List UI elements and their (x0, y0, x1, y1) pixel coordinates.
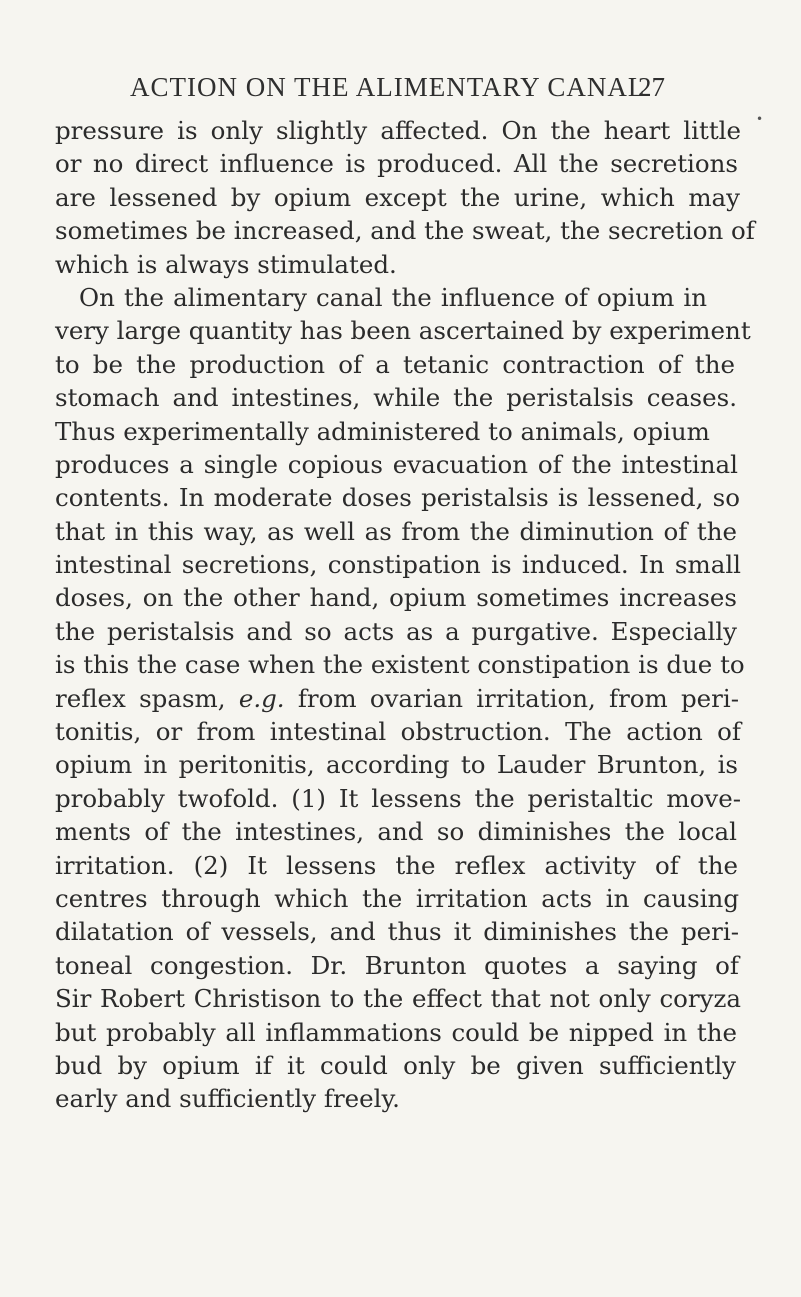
text-line: doses, on the other hand, opium sometimes increases (55, 583, 737, 613)
text-line: ments of the intestines, and so diminishes the local (55, 817, 737, 847)
margin-mark: • (756, 112, 764, 126)
text-line: stomach and intestines, while the peristalsis ceases. (55, 383, 737, 413)
text-line: are lessened by opium except the urine, which may (55, 182, 740, 212)
body-text (55, 114, 795, 1116)
running-head: ACTION ON THE ALIMENTARY CANAL (130, 72, 646, 102)
text-line: probably twofold. (1) It lessens the peristaltic move- (55, 783, 741, 813)
text-line: which is always stimulated. (55, 249, 397, 279)
page-number: 27 (638, 72, 665, 102)
text-line: On the alimentary canal the influence of opium in (79, 282, 707, 312)
text-line: or no direct influence is produced. All the secretions (55, 149, 738, 179)
text-line: toneal congestion. Dr. Brunton quotes a saying of (55, 950, 739, 980)
text-line: irritation. (2) It lessens the reflex activity of the (55, 850, 738, 880)
text-line: Thus experimentally administered to animals, opium (55, 416, 710, 446)
text-line: intestinal secretions, constipation is induced. In small (55, 550, 741, 580)
abbreviation: e.g. (238, 683, 285, 713)
text-line: centres through which the irritation acts in causing (55, 883, 739, 913)
text-line: tonitis, or from intestinal obstruction. The action of (55, 717, 741, 747)
text-line: sometimes be increased, and the sweat, the secretion of (55, 216, 755, 246)
text-line: dilatation of vessels, and thus it diminishes the peri- (55, 917, 739, 947)
text-line: is this the case when the existent constipation is due to (55, 650, 745, 680)
text-line: to be the production of a tetanic contraction of the (55, 349, 735, 379)
text-line: very large quantity has been ascertained by experiment (55, 316, 751, 346)
text-line: bud by opium if it could only be given sufficiently (55, 1050, 736, 1080)
text-line: early and sufficiently freely. (55, 1084, 400, 1114)
text-line: pressure is only slightly affected. On the heart little (55, 116, 741, 145)
text-line: contents. In moderate doses peristalsis is lessened, so (55, 483, 740, 513)
text-line: produces a single copious evacuation of the intestinal (55, 449, 738, 479)
text-span: from ovarian irritation, from peri- (297, 683, 740, 713)
text-line: opium in peritonitis, according to Lauder Brunton, is (55, 750, 738, 780)
text-line: Sir Robert Christison to the effect that not only coryza (55, 984, 741, 1014)
text-line: the peristalsis and so acts as a purgative. Especially (55, 616, 737, 646)
text-line (55, 682, 739, 715)
text-span: reflex spasm, (55, 683, 226, 713)
text-line: that in this way, as well as from the diminution of the (55, 516, 737, 546)
text-line: but probably all inflammations could be nipped in the (55, 1017, 737, 1047)
